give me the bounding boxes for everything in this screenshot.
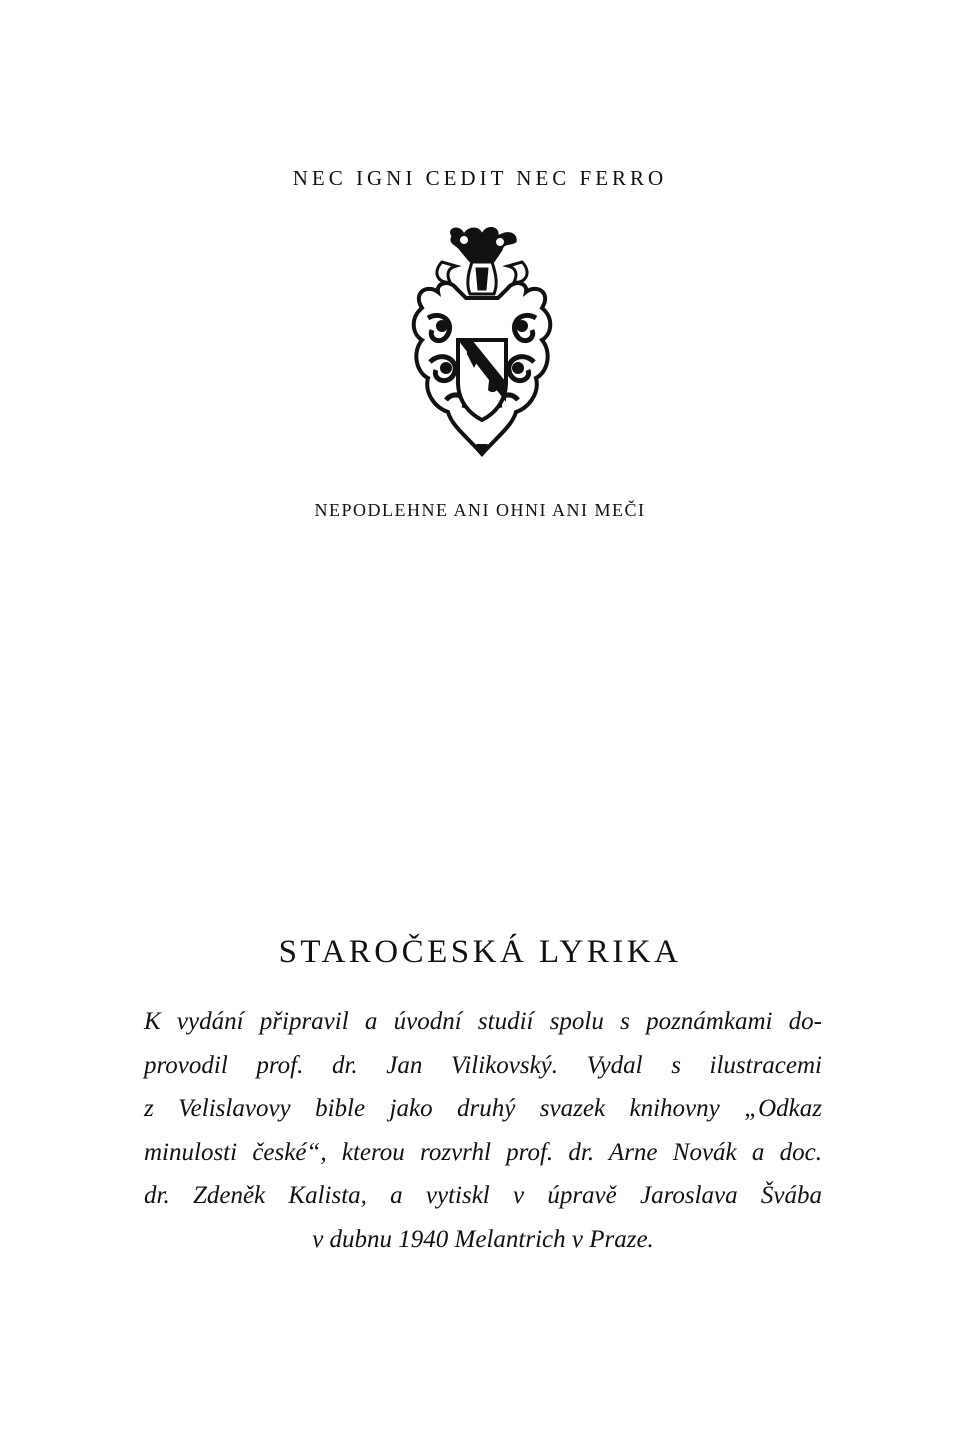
colophon-line: z Velislavovy bible jako druhý svazek knihovny „Odkaz <box>144 1095 822 1122</box>
colophon-line: K vydání připravil a úvodní studií spolu s poznámkami do- <box>144 1008 822 1035</box>
colophon <box>144 1000 822 1261</box>
motto-czech: NEPODLEHNE ANI OHNI ANI MEČI <box>314 500 646 520</box>
colophon-line: dr. Zdeněk Kalista, a vytiskl v úpravě Jaroslava Švába <box>144 1182 822 1209</box>
colophon-line: v dubnu 1940 Melantrich v Praze. <box>312 1225 654 1253</box>
motto-latin: NEC IGNI CEDIT NEC FERRO <box>292 166 668 190</box>
colophon-line: minulosti české“, kterou rozvrhl prof. dr. Arne Novák a doc. <box>144 1138 822 1166</box>
colophon-line: provodil prof. dr. Jan Vilikovský. Vydal s ilustracemi <box>144 1051 822 1079</box>
coat-of-arms-icon <box>402 222 562 462</box>
book-title: STAROČESKÁ LYRIKA <box>278 934 682 970</box>
